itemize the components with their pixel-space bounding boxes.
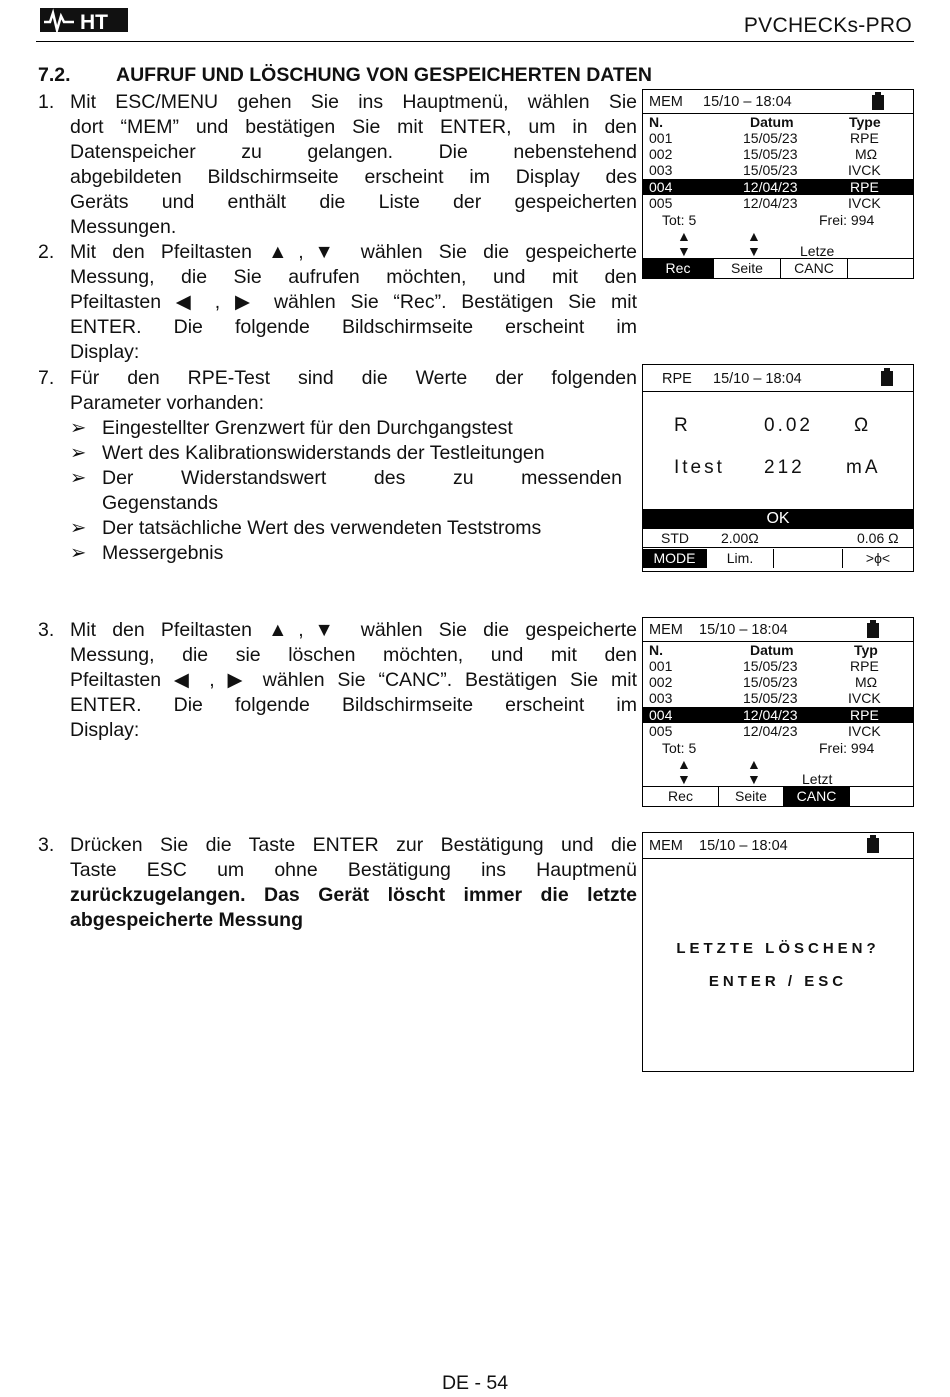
result-ok: OK	[766, 510, 790, 527]
text-line: ENTER. Die folgende Bildschirmseite erscheint im	[70, 316, 637, 338]
bullet-arrow-icon: ➢	[70, 542, 87, 564]
battery-icon	[867, 838, 879, 853]
bullet-arrow-icon: ➢	[70, 467, 87, 489]
parameter-list	[70, 416, 622, 566]
down-arrow-icon: ▼	[677, 243, 691, 259]
table-row[interactable]: 002 15/05/23 MΩ	[649, 146, 878, 162]
up-arrow-icon: ▲	[677, 228, 691, 244]
rpe-result-screen	[642, 364, 914, 572]
bullet-arrow-icon: ➢	[70, 517, 87, 539]
rec-softkey[interactable]: Rec	[643, 787, 719, 806]
text-line: zurückzugelangen. Das Gerät löscht immer die letzte	[70, 884, 637, 906]
canc-softkey[interactable]: CANC	[781, 259, 848, 278]
softkey-bar	[643, 258, 913, 278]
empty-softkey[interactable]	[774, 549, 843, 568]
table-row[interactable]: 001 15/05/23 RPE	[649, 130, 879, 146]
step-number: 7.	[38, 367, 55, 389]
table-row[interactable]: 003 15/05/23 IVCK	[649, 690, 881, 706]
text-line: Mit den Pfeiltasten ▲,▼ wählen Sie die gespeicherte	[70, 241, 637, 263]
text-line: Display:	[70, 719, 140, 741]
delete-confirm-screen	[642, 832, 914, 1072]
step-number: 3.	[38, 834, 55, 856]
text-line: Mit ESC/MENU gehen Sie ins Hauptmenü, wählen Sie	[70, 91, 637, 113]
step-text	[70, 240, 637, 365]
mode-softkey[interactable]: MODE	[643, 549, 707, 568]
empty-softkey[interactable]	[848, 259, 913, 278]
text-line: Taste ESC um ohne Bestätigung ins Hauptmenü	[70, 859, 637, 881]
resistance-row: R 0.02 Ω	[674, 415, 872, 436]
zero-softkey[interactable]: >ϕ<	[865, 550, 891, 566]
empty-softkey[interactable]	[850, 787, 913, 806]
up-arrow-icon: ▲	[747, 756, 761, 772]
text-line: Für den RPE-Test sind die Werte der folgenden	[70, 367, 637, 389]
step-number: 3.	[38, 619, 55, 641]
section-title: AUFRUF UND LÖSCHUNG VON GESPEICHERTEN DATEN	[116, 64, 652, 86]
table-header: N. Datum Typ	[649, 642, 878, 658]
page-number: DE - 54	[441, 1372, 509, 1394]
screen-datetime: 15/10 – 18:04	[699, 838, 788, 854]
text-line: Messung, die Sie aufrufen möchten, und mit den	[70, 266, 637, 288]
battery-icon	[867, 623, 879, 638]
table-row[interactable]: 001 15/05/23 RPE	[649, 658, 879, 674]
screen-title: RPE	[662, 371, 692, 387]
total-count: Tot: 5	[662, 740, 697, 756]
up-arrow-icon: ▲	[677, 756, 691, 772]
text-line: abgespeicherte Messung	[70, 909, 303, 931]
battery-icon	[872, 95, 884, 110]
list-item: ➢ Der tatsächliche Wert des verwendeten Teststroms	[70, 517, 542, 539]
screen-title: MEM	[649, 622, 683, 638]
lim-softkey[interactable]: Lim.	[707, 549, 774, 568]
down-arrow-icon: ▼	[677, 771, 691, 787]
text-line: Pfeiltasten ◀ , ▶ wählen Sie “CANC”. Bestätigen Sie mit	[70, 669, 637, 691]
text-line: Messungen.	[70, 216, 177, 238]
text-line: Parameter vorhanden:	[70, 392, 265, 414]
text-line: dort “MEM” und bestätigen Sie mit ENTER, um in den	[70, 116, 637, 138]
total-count: Tot: 5	[662, 212, 697, 228]
free-count: Frei: 994	[819, 212, 875, 228]
section-number: 7.2.	[38, 64, 71, 86]
text-line: Datenspeicher zu gelangen. Die nebenstehend	[70, 141, 637, 163]
free-count: Frei: 994	[819, 740, 875, 756]
text-line: abgebildeten Bildschirmseite erscheint im Display des	[70, 166, 637, 188]
down-arrow-icon: ▼	[747, 771, 761, 787]
bullet-arrow-icon: ➢	[70, 417, 87, 439]
step-text	[70, 90, 637, 240]
table-header: N. Datum Type	[649, 114, 881, 130]
text-line: Geräts und enthält die Liste der gespeicherten	[70, 191, 637, 213]
current-row: Itest 212 mA	[674, 457, 881, 478]
section-heading	[38, 64, 652, 87]
ht-logo	[40, 4, 130, 36]
table-row[interactable]: 003 15/05/23 IVCK	[649, 162, 881, 178]
header-divider	[36, 41, 914, 42]
step-text	[70, 366, 637, 416]
screen-title: MEM	[649, 94, 683, 110]
up-arrow-icon: ▲	[747, 228, 761, 244]
screen-datetime: 15/10 – 18:04	[699, 622, 788, 638]
list-item: ➢ Eingestellter Grenzwert für den Durchgangstest	[70, 417, 513, 439]
product-name: PVCHECKs-PRO	[743, 14, 912, 37]
page-softkey[interactable]: Seite	[719, 787, 784, 806]
text-line: ENTER. Die folgende Bildschirmseite erscheint im	[70, 694, 637, 716]
page-softkey[interactable]: Seite	[714, 259, 781, 278]
confirm-options: ENTER / ESC	[708, 973, 848, 990]
table-row[interactable]: 005 12/04/23 IVCK	[649, 195, 881, 211]
mem-list-screen	[642, 89, 914, 279]
step-text	[70, 833, 637, 933]
bullet-arrow-icon: ➢	[70, 442, 87, 464]
table-row-selected[interactable]: 004 12/04/23 RPE	[643, 707, 913, 723]
last-label: Letzt	[802, 771, 833, 787]
text-line: Messung, die sie löschen möchten, und mit den	[70, 644, 637, 666]
text-line: Drücken Sie die Taste ENTER zur Bestätigung und die	[70, 834, 637, 856]
table-row[interactable]: 005 12/04/23 IVCK	[649, 723, 881, 739]
screen-title: MEM	[649, 838, 683, 854]
rec-softkey[interactable]: Rec	[643, 259, 714, 278]
step-text	[70, 618, 637, 743]
step-number: 1.	[38, 91, 55, 113]
text-line: Display:	[70, 341, 140, 363]
softkey-bar	[643, 786, 913, 806]
down-arrow-icon: ▼	[747, 243, 761, 259]
battery-icon	[881, 371, 893, 386]
last-label: Letze	[800, 243, 835, 259]
list-item: ➢ Der Widerstandswert des zu messenden Gegenstands	[70, 467, 622, 514]
screen-datetime: 15/10 – 18:04	[703, 94, 792, 110]
text-line: Pfeiltasten ◀ , ▶ wählen Sie “Rec”. Bestätigen Sie mit	[70, 291, 637, 313]
step-number: 2.	[38, 241, 55, 263]
table-row[interactable]: 002 15/05/23 MΩ	[649, 674, 878, 690]
list-item: ➢ Messergebnis	[70, 542, 224, 564]
status-row: STD 2.00Ω 0.06 Ω	[643, 529, 913, 548]
logo-text: HT	[80, 11, 108, 34]
result-bar	[643, 509, 913, 529]
table-row-selected[interactable]: 004 12/04/23 RPE	[643, 179, 913, 195]
softkey-bar	[643, 549, 913, 568]
list-item: ➢ Wert des Kalibrationswiderstands der Testleitungen	[70, 442, 545, 464]
canc-softkey[interactable]: CANC	[784, 787, 850, 806]
delete-question: LETZTE LÖSCHEN?	[676, 940, 880, 957]
text-line: Mit den Pfeiltasten ▲,▼ wählen Sie die gespeicherte	[70, 619, 637, 641]
mem-delete-screen	[642, 617, 914, 807]
screen-datetime: 15/10 – 18:04	[713, 371, 802, 387]
